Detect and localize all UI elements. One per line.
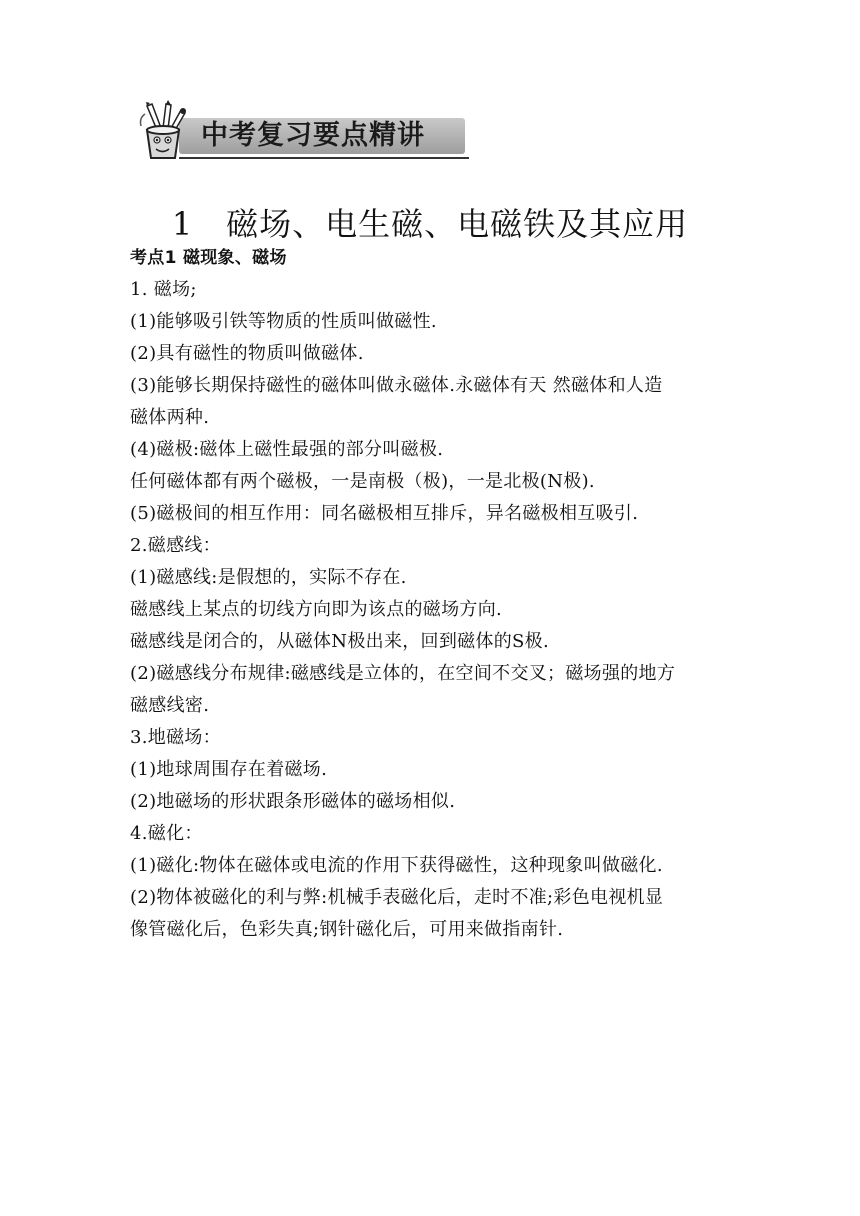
text-line: (2)具有磁性的物质叫做磁体.: [130, 343, 364, 364]
text-line: 像管磁化后，色彩失真;钢针磁化后，可用来做指南针.: [130, 919, 564, 940]
text-line: 1. 磁场;: [130, 279, 197, 300]
text-line: (1)地球周围存在着磁场.: [130, 759, 328, 780]
text-line: (4)磁极:磁体上磁性最强的部分叫磁极.: [130, 439, 444, 460]
text-line: 任何磁体都有两个磁极，一是南极（极)，一是北极(N极).: [130, 471, 595, 492]
chapter-title: 1 磁场、电生磁、电磁铁及其应用: [171, 205, 689, 244]
text-line: 4.磁化：: [130, 823, 203, 844]
text-line: (2)物体被磁化的利与弊:机械手表磁化后，走时不准;彩色电视机显: [130, 887, 664, 908]
text-line: 磁感线上某点的切线方向即为该点的磁场方向.: [130, 599, 503, 620]
section-heading: 考点1 磁现象、磁场: [130, 248, 287, 268]
section-banner: [133, 100, 469, 164]
text-line: (2)磁感线分布规律:磁感线是立体的，在空间不交叉；磁场强的地方: [130, 663, 676, 684]
text-line: 磁感线是闭合的，从磁体N极出来，回到磁体的S极.: [130, 631, 550, 652]
content-body: [130, 242, 740, 946]
banner-underline: [179, 157, 469, 159]
pen-holder-icon: [133, 100, 197, 164]
text-line: 磁体两种.: [130, 407, 210, 428]
text-line: (1)磁感线:是假想的，实际不存在.: [130, 567, 407, 588]
text-line: (2)地磁场的形状跟条形磁体的磁场相似.: [130, 791, 456, 812]
text-line: (1)磁化:物体在磁体或电流的作用下获得磁性，这种现象叫做磁化.: [130, 855, 663, 876]
text-line: (1)能够吸引铁等物质的性质叫做磁性.: [130, 311, 437, 332]
text-line: 2.磁感线：: [130, 535, 221, 556]
banner-title: 中考复习要点精讲: [201, 120, 425, 151]
text-line: (5)磁极间的相互作用：同名磁极相互排斥，异名磁极相互吸引.: [130, 503, 639, 524]
text-line: 磁感线密.: [130, 695, 210, 716]
text-line: (3)能够长期保持磁性的磁体叫做永磁体.永磁体有天 然磁体和人造: [130, 375, 663, 396]
text-line: 3.地磁场：: [130, 727, 221, 748]
